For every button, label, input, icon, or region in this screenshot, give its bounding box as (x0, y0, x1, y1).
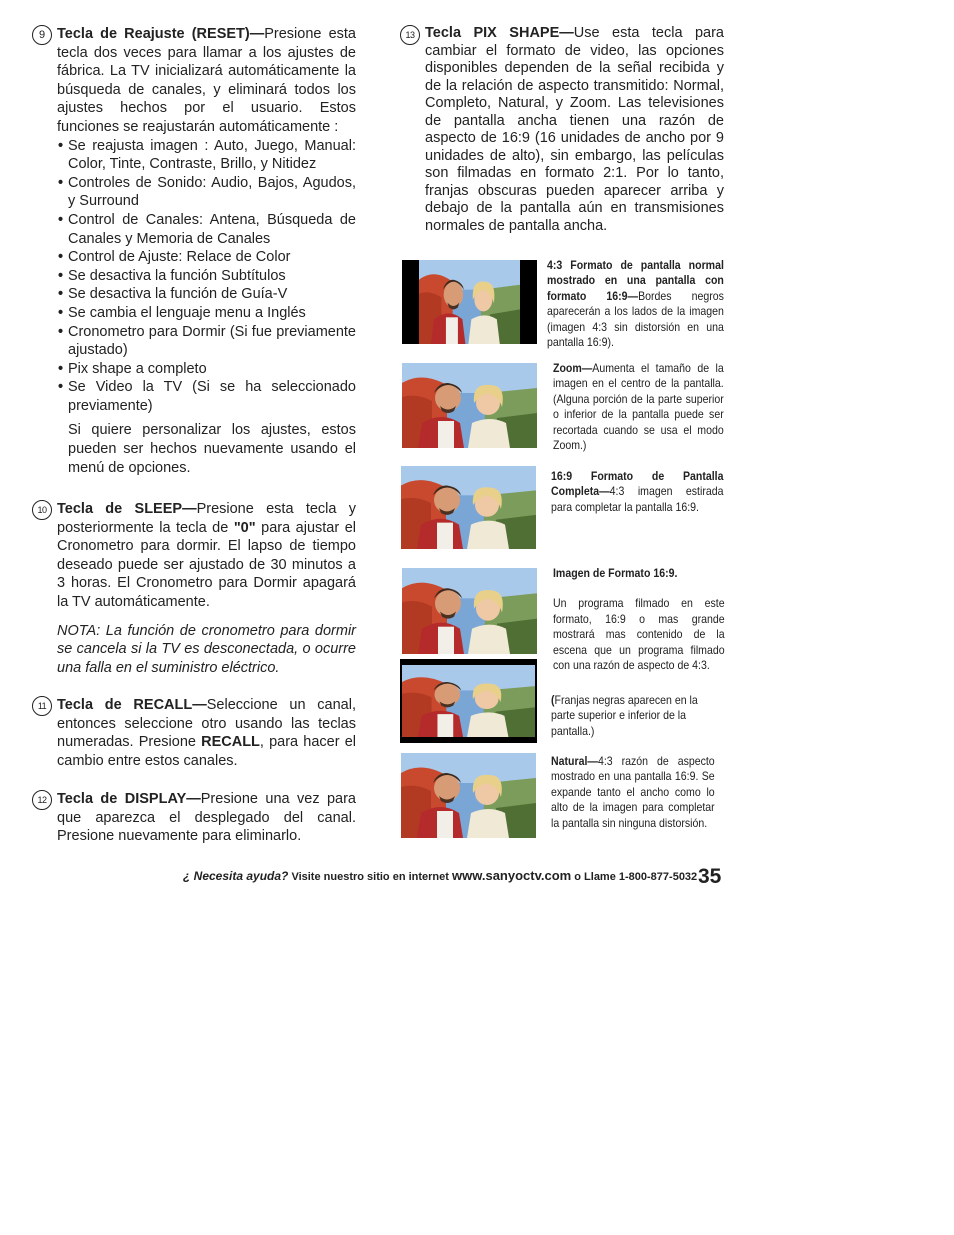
section-number: 11 (32, 696, 52, 716)
visit-text: Visite nuestro sitio en internet (291, 871, 449, 883)
section-text: Seleccione un canal, entonces seleccione otro usando las teclas numeradas. Presione (57, 697, 356, 751)
section-number: 12 (32, 790, 52, 810)
section-number: 13 (400, 25, 420, 45)
section-title: Tecla PIX SHAPE— (425, 25, 574, 41)
caption-paren: ( (551, 693, 555, 707)
footer (183, 868, 697, 883)
caption-title: Imagen de Formato 16:9. (553, 566, 678, 580)
section-reset (32, 25, 356, 477)
caption-title: 16:9 Formato de Pantalla Completa— (551, 469, 724, 499)
section-title: Tecla de Reajuste (RESET)— (57, 26, 265, 42)
section-text: , para hacer el cambio entre estos canales. (57, 734, 356, 769)
section-title: Tecla de SLEEP— (57, 501, 197, 517)
caption-text: Un programa filmado en este formato, 16:9 o mas grande mostrará mas contenido de la escena que un programa filmado con una razón de aspecto de 4:3. (553, 596, 725, 673)
caption-natural (551, 754, 715, 831)
section-text: para ajustar el Cronometro para dormir. El lapso de tiempo deseado puede ser ajustado de 30 minutos a 3 horas. El Cronometro para Dormir apagará la TV automáticamente. (57, 519, 357, 610)
caption-text: Franjas negras aparecen en la parte superior e inferior de la pantalla.) (551, 693, 698, 738)
photo-wide-letterbox (400, 659, 537, 743)
section-display (32, 790, 356, 846)
section-number: 10 (32, 500, 52, 520)
section-number: 9 (32, 25, 52, 45)
website-link[interactable]: www.sanyoctv.com (452, 868, 572, 883)
section-pix-shape (400, 25, 724, 235)
photo-zoom (402, 363, 537, 448)
caption-text: Bordes negros aparecerán a los lados de la imagen (imagen 4:3 sin distorsión en una pantalla 16:9). (547, 288, 724, 350)
photo-full (401, 466, 536, 549)
section-text: Presione esta tecla y posteriormente la tecla de (57, 501, 356, 536)
photo-natural (401, 753, 536, 838)
caption-wide (553, 566, 725, 673)
photo-wide (402, 568, 537, 654)
caption-title: 4:3 Formato de pantalla normal mostrado en una pantalla con formato 16:9— (547, 258, 724, 303)
list-item: • Se reajusta imagen : Auto, Juego, Manual: Color, Tinte, Contraste, Brillo, y Nitidez (57, 137, 356, 174)
caption-title: Natural— (551, 754, 598, 768)
section-sleep (32, 500, 356, 677)
section-text: Presione una vez para que aparezca el desplegado del canal. Presione nuevamente para eliminarlo. (57, 791, 357, 845)
section-text: Presione esta tecla dos veces para llamar a los ajustes de fábrica. La TV inicializará automáticamente la búsqueda de canales, y eliminará todos los ajustes hechos por el usuario. Estos funciones se reajustarán automáticamente : (57, 26, 356, 135)
caption-wide-note (551, 693, 723, 739)
reset-list (57, 137, 356, 416)
section-text: Use esta tecla para cambiar el formato de video, las opciones disponibles dependen de la señal recibida y de la relación de aspecto transmitido: Normal, Completo, Natural, y Zoom. Las televisiones de pantalla ancha tienen una razón de aspecto de 16:9 (16 unidades de ancho por 9 unidades de alto), sin embargo, las películas son filmadas en formato 2:1. Por lo tanto, franjas obscuras pueden aparecer arriba y debajo de la pantalla aún en transmisiones normales de pantalla ancha. (425, 25, 724, 234)
section-title: Tecla de DISPLAY— (57, 791, 201, 807)
list-item: • Cronometro para Dormir (Si fue previamente ajustado) (57, 323, 356, 360)
phone-text: o Llame 1-800-877-5032 (574, 871, 698, 883)
list-item: • Se desactiva la función de Guía-V (57, 285, 356, 304)
caption-text: Aumenta el tamaño de la imagen en el centro de la pantalla. (Alguna porción de la parte superior o inferior de la pantalla puede ser recortada cuando se usa el modo Zoom.) (553, 361, 724, 453)
key-label: RECALL (201, 734, 260, 751)
section-recall (32, 696, 356, 770)
caption-text: 4:3 razón de aspecto mostrado en una pantalla 16:9. Se expande tanto el ancho como lo alto de la imagen para completar la pantalla sin ninguna distorsión. (551, 754, 715, 830)
section-title: Tecla de RECALL— (57, 697, 207, 713)
list-item: • Se desactiva la función Subtítulos (57, 267, 356, 286)
help-question: ¿ Necesita ayuda? (183, 869, 289, 883)
page-number: 35 (698, 865, 722, 888)
caption-title: Zoom— (553, 361, 593, 375)
sleep-note: NOTA: La función de cronometro para dormir se cancela si la TV es desconectada, o ocurre una falla en el suministro eléctrico. (57, 622, 356, 676)
caption-text: 4:3 imagen estirada para completar la pantalla 16:9. (551, 484, 724, 514)
caption-full (551, 469, 723, 515)
photo-normal-4-3 (402, 260, 537, 344)
caption-zoom (553, 361, 724, 453)
list-item: • Controles de Sonido: Audio, Bajos, Agudos, y Surround (57, 174, 356, 211)
reset-after-text: Si quiere personalizar los ajustes, estos pueden ser hechos nuevamente usando el menú de opciones. (68, 422, 356, 476)
list-item: • Control de Ajuste: Relace de Color (57, 248, 356, 267)
key-label: "0" (233, 519, 256, 536)
list-item: • Control de Canales: Antena, Búsqueda de Canales y Memoria de Canales (57, 211, 356, 248)
list-item: • Se Video la TV (Si se ha seleccionado previamente) (57, 378, 356, 415)
list-item: • Se cambia el lenguaje menu a Inglés (57, 304, 356, 323)
caption-normal (547, 258, 724, 350)
list-item: • Pix shape a completo (57, 360, 356, 379)
